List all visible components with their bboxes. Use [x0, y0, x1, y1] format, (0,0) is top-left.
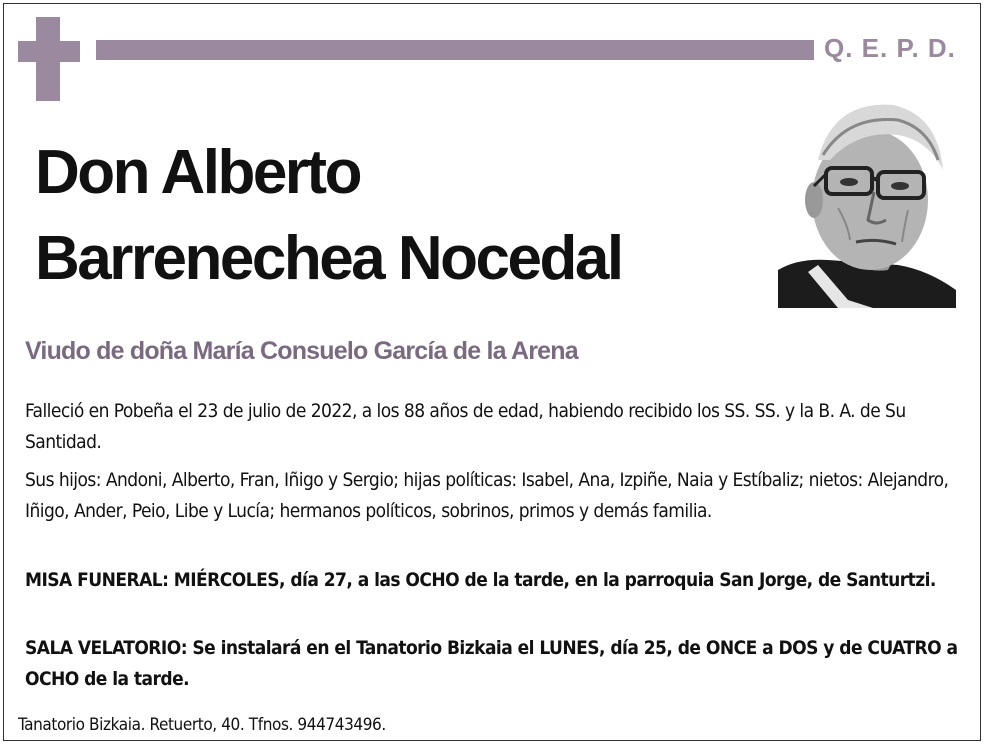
funeral-mass-paragraph: MISA FUNERAL: MIÉRCOLES, día 27, a las OCHO de la tarde, en la parroquia San Jorge, de Santurtzi. — [25, 569, 936, 591]
portrait-photo — [778, 100, 956, 308]
qepd-label: Q. E. P. D. — [824, 33, 956, 63]
funeral-home-contact: Tanatorio Bizkaia. Retuerto, 40. Tfnos. 944743496. — [18, 715, 386, 735]
name-line-1: Don Alberto — [35, 138, 360, 207]
header-rule — [96, 40, 814, 60]
death-notice-paragraph: Falleció en Pobeña el 23 de julio de 2022, a los 88 años de edad, habiendo recibido los SS. SS. y la B. A. de Su Santidad. — [25, 400, 906, 453]
wake-paragraph: SALA VELATORIO: Se instalará en el Tanatorio Bizkaia el LUNES, día 25, de ONCE a DOS y de CUATRO a OCHO de la tarde. — [25, 637, 958, 690]
name-line-2: Barrenechea Nocedal — [35, 224, 622, 293]
family-paragraph: Sus hijos: Andoni, Alberto, Fran, Iñigo y Sergio; hijas políticas: Isabel, Ana, Izpiñe, Naia y Estíbaliz; nietos: Alejandro, Iñigo, Ander, Peio, Libe y Lucía; hermanos políticos, sobrinos, primos y demás familia. — [25, 469, 949, 522]
cross-icon-horizontal — [18, 41, 80, 62]
widower-line: Viudo de doña María Consuelo García de la Arena — [25, 337, 578, 365]
deceased-name — [35, 130, 755, 302]
